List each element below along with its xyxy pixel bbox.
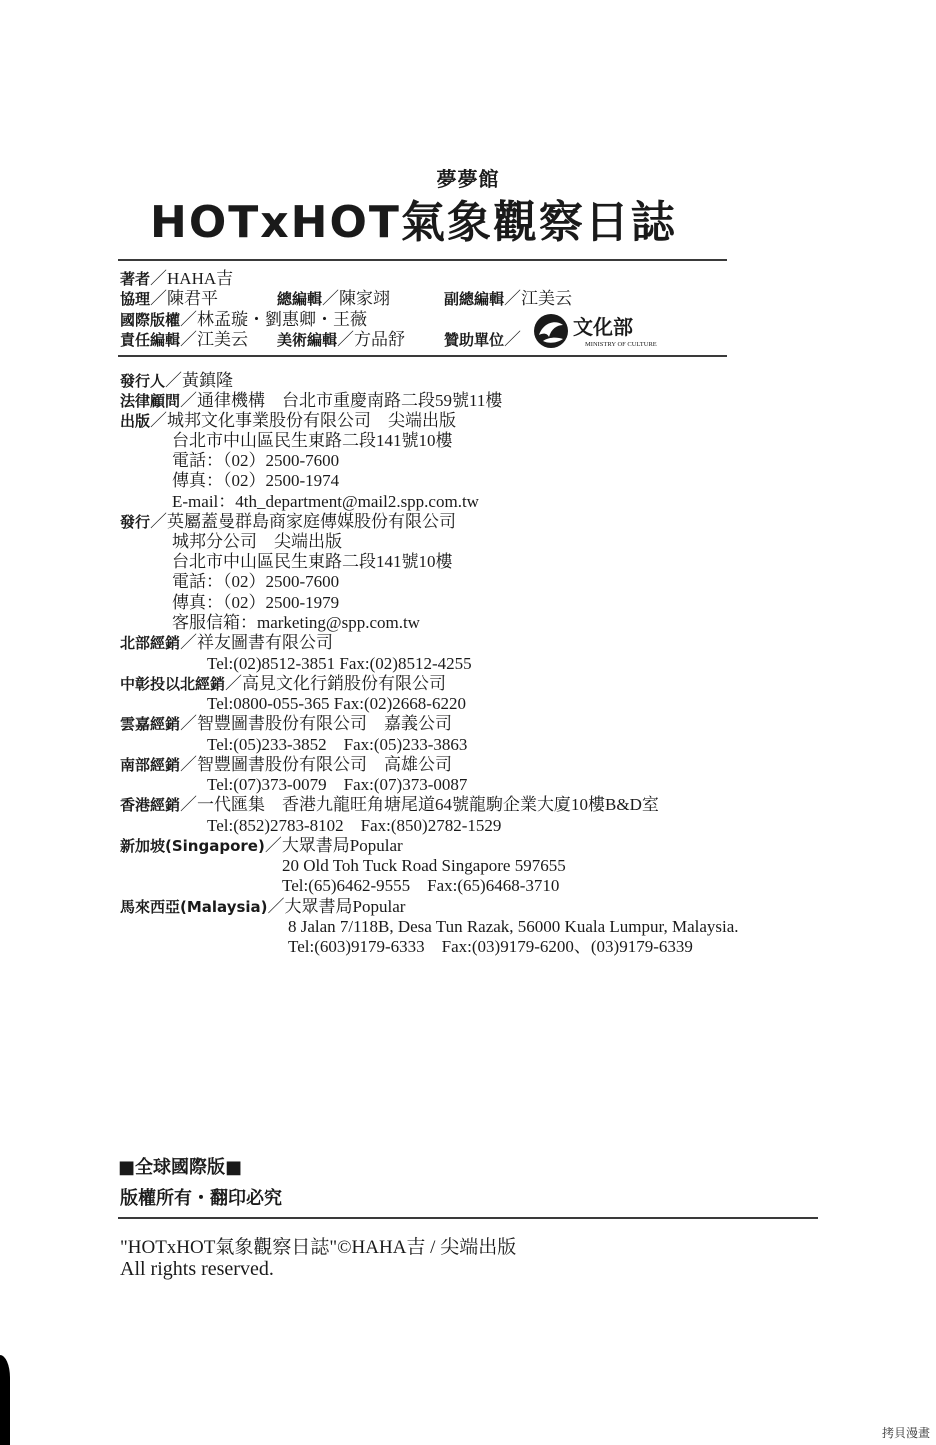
my-value: 大眾書局Popular (284, 897, 406, 916)
legal-row (120, 391, 502, 411)
hk-contact: Tel:(852)2783-8102 Fax:(850)2782-1529 (207, 816, 502, 835)
chief-editor-value: 陳家翊 (339, 289, 391, 308)
north-label: 北部經銷 (120, 634, 181, 652)
sep: ／ (180, 714, 198, 733)
assist-row (120, 289, 218, 309)
series-name: 夢夢館 (436, 167, 500, 191)
logo-name-text: 文化部 (573, 315, 633, 339)
intl-rights-label: 國際版權 (120, 311, 181, 329)
sep: ／ (150, 269, 168, 288)
dist-row (120, 512, 456, 532)
sep: ／ (504, 289, 522, 308)
sep: ／ (180, 755, 198, 774)
hk-row (120, 795, 659, 815)
yunjia-value: 智豐圖書股份有限公司 嘉義公司 (197, 714, 453, 733)
editor-label: 責任編輯 (120, 331, 181, 349)
logo-sub-text: MINISTRY OF CULTURE (585, 341, 657, 348)
sep: ／ (264, 836, 282, 855)
footer-divider (118, 1217, 818, 1219)
dist-branch: 城邦分公司 尖端出版 (172, 532, 342, 551)
editor-row (120, 330, 248, 350)
art-editor-value: 方品舒 (354, 330, 406, 349)
hk-value: 一代匯集 香港九龍旺角塘尾道64號龍駒企業大廈10樓B&D室 (197, 795, 659, 814)
sep: ／ (267, 897, 285, 916)
sg-contact: Tel:(65)6462-9555 Fax:(65)6468-3710 (282, 876, 560, 895)
sep: ／ (504, 330, 522, 349)
pub-phone: 電話：（02）2500-7600 (172, 451, 340, 470)
sg-value: 大眾書局Popular (281, 836, 403, 855)
sg-row (120, 836, 403, 856)
central-contact: Tel:0800-055-365 Fax:(02)2668-6220 (207, 694, 466, 713)
edition-label: ■全球國際版■ (118, 1157, 243, 1178)
hk-label: 香港經銷 (120, 796, 181, 814)
dist-address: 台北市中山區民生東路二段141號10樓 (172, 552, 453, 571)
sep: ／ (150, 512, 168, 531)
dist-service-email: 客服信箱：marketing@spp.com.tw (172, 613, 420, 632)
dist-label: 發行 (120, 513, 151, 531)
dist-value: 英屬蓋曼群島商家庭傳媒股份有限公司 (167, 512, 457, 531)
assist-label: 協理 (120, 290, 151, 308)
author-value: HAHA吉 (167, 269, 234, 288)
art-editor-row (277, 330, 405, 350)
pub-label: 出版 (120, 412, 151, 430)
central-label: 中彰投以北經銷 (120, 675, 226, 693)
copyright-notice: 版權所有・翻印必究 (120, 1188, 282, 1209)
central-value: 高見文化行銷股份有限公司 (242, 674, 447, 693)
pub-value: 城邦文化事業股份有限公司 尖端出版 (167, 411, 457, 430)
south-row (120, 755, 452, 775)
publisher-row (120, 371, 233, 391)
publisher-label: 發行人 (120, 372, 166, 390)
pub-row (120, 411, 456, 431)
sep: ／ (225, 674, 243, 693)
sep: ／ (180, 391, 198, 410)
publisher-value: 黃鎮隆 (182, 371, 234, 390)
intl-rights-value: 林孟璇・劉惠卿・王薇 (197, 310, 368, 329)
sg-address: 20 Old Toh Tuck Road Singapore 597655 (282, 856, 566, 875)
dist-phone: 電話：（02）2500-7600 (172, 572, 340, 591)
sep: ／ (180, 310, 198, 329)
sep: ／ (180, 633, 198, 652)
ministry-of-culture-logo (533, 313, 693, 349)
sep: ／ (150, 289, 168, 308)
south-value: 智豐圖書股份有限公司 高雄公司 (197, 755, 453, 774)
logo-emblem-icon (534, 314, 568, 348)
sg-label: 新加坡(Singapore) (120, 837, 265, 855)
watermark: 拷貝漫畫 (881, 1426, 930, 1440)
central-row (120, 674, 446, 694)
rights-line: All rights reserved. (120, 1258, 274, 1280)
credit-line: "HOTxHOT氣象觀察日誌"©HAHA吉 / 尖端出版 (120, 1237, 517, 1258)
pub-address: 台北市中山區民生東路二段141號10樓 (172, 431, 453, 450)
author-label: 著者 (120, 270, 151, 288)
sponsor-row (444, 330, 521, 350)
author-row (120, 269, 233, 289)
yunjia-label: 雲嘉經銷 (120, 715, 181, 733)
page-edge-shadow (0, 1355, 10, 1445)
sponsor-label: 贊助單位 (444, 331, 505, 349)
assist-value: 陳君平 (167, 289, 219, 308)
yunjia-row (120, 714, 452, 734)
sep: ／ (180, 795, 198, 814)
my-contact: Tel:(603)9179-6333 Fax:(03)9179-6200、(03)9179-6339 (288, 937, 693, 956)
book-title: HOTxHOT氣象觀察日誌 (150, 197, 677, 248)
dist-fax: 傳真：（02）2500-1979 (172, 593, 340, 612)
my-label: 馬來西亞(Malaysia) (120, 898, 268, 916)
deputy-editor-row (444, 289, 572, 309)
deputy-editor-value: 江美云 (521, 289, 573, 308)
yunjia-contact: Tel:(05)233-3852 Fax:(05)233-3863 (207, 735, 468, 754)
title-divider (118, 259, 727, 261)
sep: ／ (150, 411, 168, 430)
pub-email: E-mail：4th_department@mail2.spp.com.tw (172, 492, 479, 511)
north-row (120, 633, 333, 653)
north-value: 祥友圖書有限公司 (197, 633, 334, 652)
sep: ／ (165, 371, 183, 390)
legal-value: 通律機構 台北市重慶南路二段59號11樓 (197, 391, 503, 410)
chief-editor-label: 總編輯 (277, 290, 323, 308)
south-label: 南部經銷 (120, 756, 181, 774)
sep: ／ (180, 330, 198, 349)
staff-divider (118, 355, 727, 357)
sep: ／ (322, 289, 340, 308)
pub-fax: 傳真：（02）2500-1974 (172, 471, 340, 490)
north-contact: Tel:(02)8512-3851 Fax:(02)8512-4255 (207, 654, 472, 673)
chief-editor-row (277, 289, 390, 309)
art-editor-label: 美術編輯 (277, 331, 338, 349)
my-row (120, 897, 405, 917)
my-address: 8 Jalan 7/118B, Desa Tun Razak, 56000 Kuala Lumpur, Malaysia. (288, 917, 739, 936)
intl-rights-row (120, 310, 367, 330)
sep: ／ (337, 330, 355, 349)
deputy-editor-label: 副總編輯 (444, 290, 505, 308)
editor-value: 江美云 (197, 330, 249, 349)
legal-label: 法律顧問 (120, 392, 181, 410)
south-contact: Tel:(07)373-0079 Fax:(07)373-0087 (207, 775, 468, 794)
